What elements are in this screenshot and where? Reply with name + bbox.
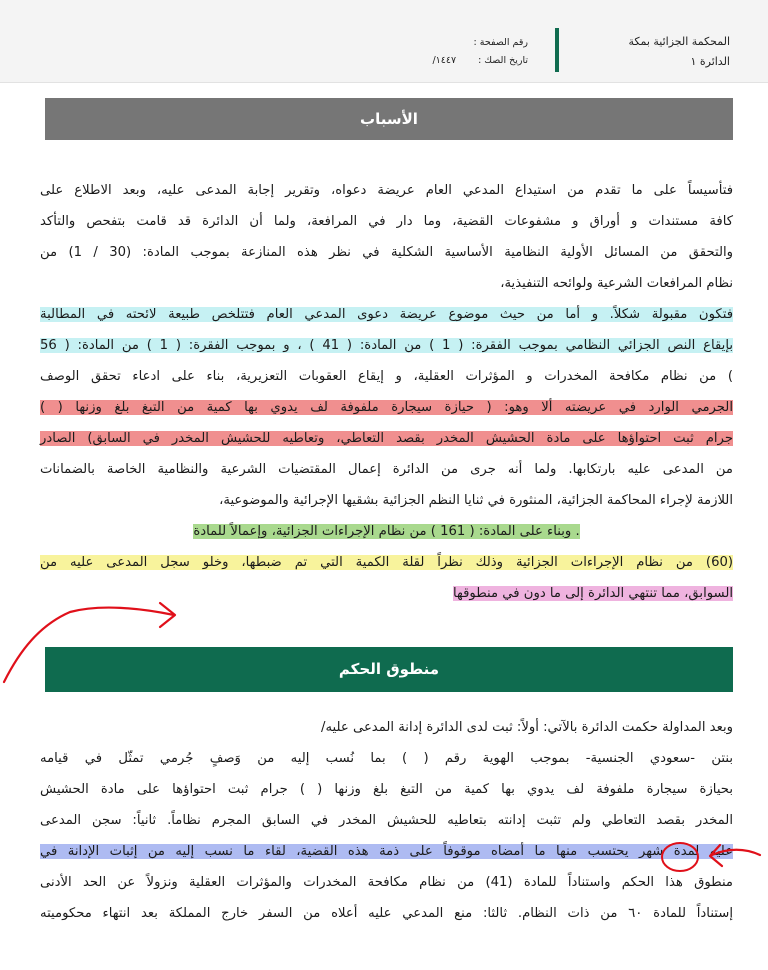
page-number-label: رقم الصفحة : bbox=[473, 37, 528, 48]
court-name: المحكمة الجزائية بمكة bbox=[628, 35, 730, 48]
reasons-line: ) من نظام مكافحة المخدرات و المؤثرات العقلية، و إيقاع العقوبات التعزيرية، بناء على ادعاء تحقق الوصف bbox=[40, 369, 733, 384]
reasons-body bbox=[40, 175, 733, 609]
circuit-number: الدائرة ١ bbox=[690, 55, 730, 68]
reasons-line bbox=[40, 516, 733, 547]
document-header bbox=[0, 0, 768, 83]
reasons-line: فتأسيساً على ما تقدم من استيداع المدعي العام عريضة دعواه، وتقرير إجابة المدعى عليه، وبعد الاطلاع على bbox=[40, 183, 733, 198]
reasons-heading: الأسباب bbox=[45, 98, 733, 140]
verdict-line: بنتن -سعودي الجنسية- بموجب الهوية رقم ( ) بما نُسب إليه من وَصفٍ جُرمي تمثّل في قيامه bbox=[40, 751, 733, 766]
highlight-pink: السوابق، مما تنتهي الدائرة إلى ما دون في منطوقها bbox=[453, 586, 733, 601]
highlight-red: جرام ثبت احتواؤها على مادة الحشيش المخدر بقصد التعاطي، وتعاطيه للحشيش المخدر في السابق) الصادر bbox=[40, 431, 733, 446]
verdict-line: المخدر بقصد التعاطي ولم تثبت إدانته بتعاطيه للحشيش المخدر في السابق المجرم نظاماً. ثانياً: سجن المدعى bbox=[40, 813, 733, 828]
document-meta bbox=[422, 34, 529, 70]
deed-date-label: تاريخ الصك : bbox=[478, 55, 528, 66]
verdict-line: منطوق هذا الحكم واستناداً للمادة (41) من نظام مكافحة المخدرات والمؤثرات العقلية ونزولاً عن الحد الأدنى bbox=[40, 875, 733, 890]
verdict-heading: منطوق الحكم bbox=[45, 647, 733, 692]
reasons-line: من المدعى عليه بارتكابها. ولما أنه جرى من الدائرة إعمال المقتضيات الشرعية والنظامية الخاصة بالضمانات bbox=[40, 462, 733, 477]
reasons-line: والتحقق من المسائل الأولية النظامية الأساسية الشكلية في نظر هذه المنازعة بموجب المادة: (30 / 1) من bbox=[40, 245, 733, 260]
reasons-line: نظام المرافعات الشرعية ولوائحه التنفيذية، bbox=[500, 276, 733, 291]
highlight-red: الجرمي الوارد في عريضته ألا وهو: ( حيازة سيجارة ملفوفة لف يدوي بها كمية من التبغ بلغ وزنها ( ) bbox=[40, 400, 733, 415]
header-divider bbox=[555, 28, 559, 72]
reasons-line bbox=[40, 392, 733, 423]
reasons-line bbox=[40, 578, 733, 609]
verdict-line bbox=[40, 836, 733, 867]
verdict-line: إستناداً للمادة ٦٠ من ذات النظام. ثالثا: منع المدعي عليه أعلاه من السفر خارج المملكة بعد انتهاء محكوميته bbox=[40, 906, 733, 921]
highlight-blue: عليه لمدة شهر يحتسب منها ما أمضاه موقوفاً على ذمة هذه القضية، لقاء ما نسب إليه من إثبات الإدانة في bbox=[40, 844, 733, 859]
verdict-line: وبعد المداولة حكمت الدائرة بالآتي: أولاً: ثبت لدى الدائرة إدانة المدعى عليه/ bbox=[321, 720, 733, 735]
reasons-line bbox=[40, 299, 733, 330]
verdict-line: بحيازة سيجارة ملفوفة لف يدوي بها كمية من التبغ بلغ وزنها ( ) جرام ثبت احتواؤها على مادة الحشيش bbox=[40, 782, 733, 797]
verdict-body bbox=[40, 712, 733, 929]
reasons-line bbox=[40, 330, 733, 361]
highlight-cyan: بإيقاع النص الجزائي النظامي بموجب الفقرة: ( 1 ) من المادة: ( 41 ) ، و بموجب الفقرة: ( 1 ) من المادة: ( 56 bbox=[40, 338, 734, 353]
highlight-cyan: فتكون مقبولة شكلاً. و أما من حيث موضوع عريضة دعوى المدعي العام فتتلخص طبيعة لائحته في المطالبة bbox=[40, 307, 733, 322]
deed-date-value: ١٤٤٧/ bbox=[432, 55, 457, 66]
highlight-green: . وبناء على المادة: ( 161 ) من نظام الإجراءات الجزائية، وإعمالاً للمادة bbox=[193, 524, 580, 539]
page-number-value bbox=[422, 34, 452, 52]
reasons-line: كافة مستندات و أوراق و مشفوعات القضية، وما دار في المرافعة، ولما أن الدائرة قد قامت بتفحص والتأكد bbox=[40, 214, 733, 229]
court-name-block bbox=[629, 32, 731, 72]
reasons-line: اللازمة لإجراء المحاكمة الجزائية، المنثورة في ثنايا النظم الجزائية بشقيها الإجرائية والموضوعية، bbox=[219, 493, 733, 508]
highlight-yellow: (60) من نظام الإجراءات الجزائية وذلك نظراً لقلة الكمية التي تم ضبطها، وخلو سجل المدعى عليه من bbox=[40, 555, 733, 570]
reasons-line bbox=[40, 547, 733, 578]
reasons-line bbox=[40, 423, 733, 454]
